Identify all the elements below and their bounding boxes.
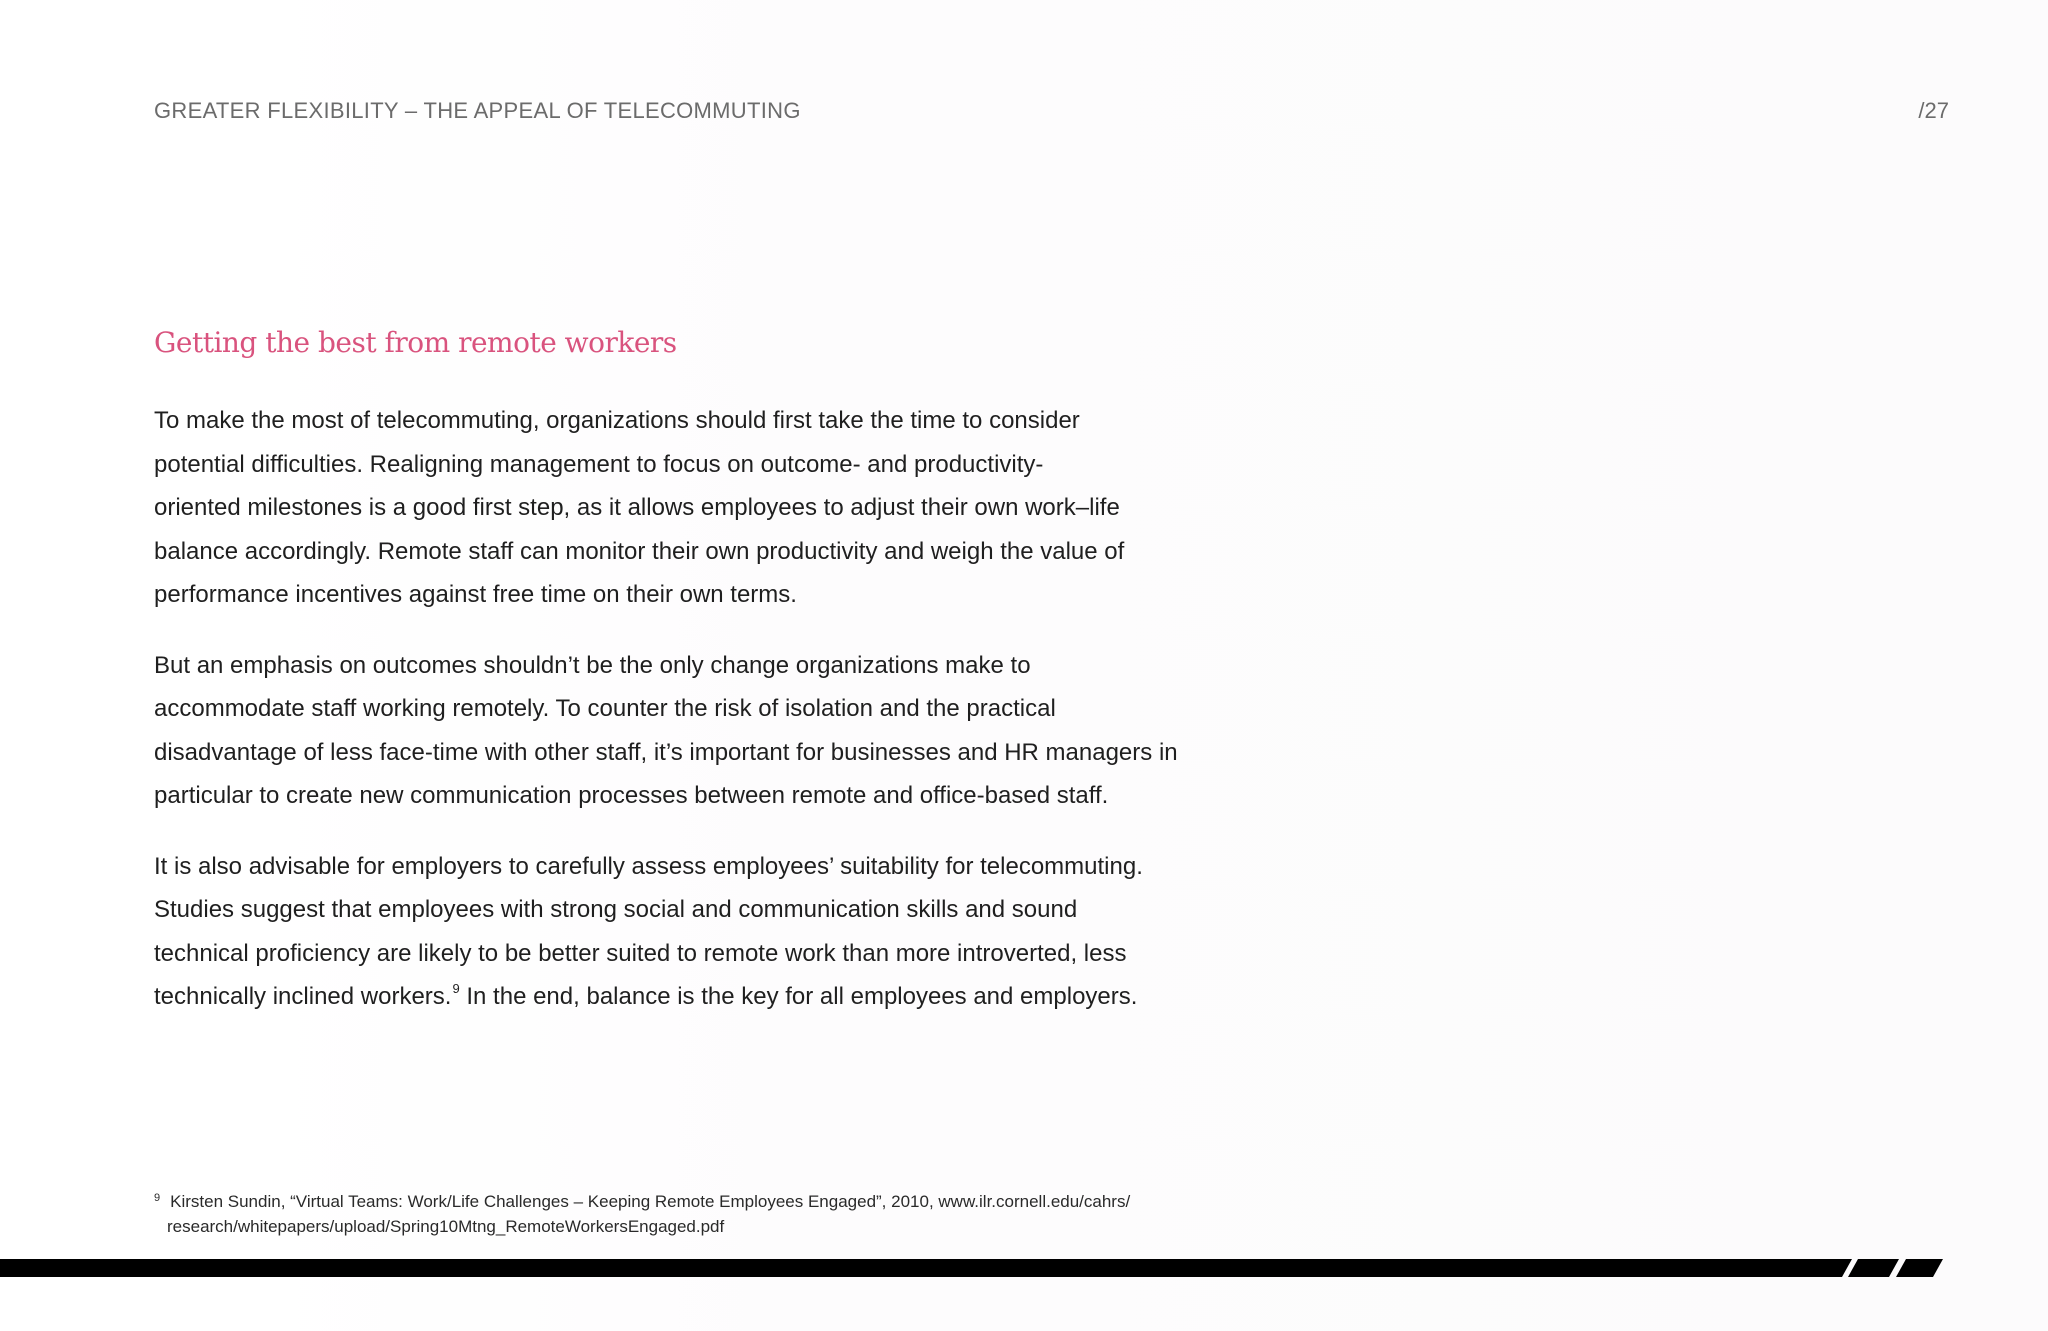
paragraph-line: particular to create new communication processes between remote and office-based staff. bbox=[154, 782, 1109, 809]
paragraph-line: technical proficiency are likely to be better suited to remote work than more introverted, less bbox=[154, 939, 1127, 967]
paragraph-line: oriented milestones is a good first step, as it allows employees to adjust their own work–life bbox=[154, 494, 1120, 521]
paragraph-line: balance accordingly. Remote staff can monitor their own productivity and weigh the value of bbox=[154, 537, 1125, 565]
body-text bbox=[154, 399, 1204, 1046]
footnote-number: 9 bbox=[154, 1192, 161, 1204]
paragraph-text: technically inclined workers. bbox=[154, 983, 452, 1010]
paragraph-text: In the end, balance is the key for all employees and employers. bbox=[459, 983, 1138, 1010]
paragraph-line-with-footnote bbox=[154, 975, 1204, 1019]
footer-bar-slash-1 bbox=[1848, 1259, 1899, 1277]
paragraph-3 bbox=[154, 845, 1204, 1019]
paragraph-2 bbox=[154, 644, 1204, 818]
footnote-text-continued: research/whitepapers/upload/Spring10Mtng_RemoteWorkersEngaged.pdf bbox=[167, 1217, 725, 1236]
footer-bar-slash-2 bbox=[1896, 1259, 1943, 1277]
paragraph-line: But an emphasis on outcomes shouldn’t be the only change organizations make to bbox=[154, 651, 1031, 679]
section-heading: Getting the best from remote workers bbox=[154, 326, 677, 359]
paragraph-line: performance incentives against free time on their own terms. bbox=[154, 581, 797, 608]
footnote-text: Kirsten Sundin, “Virtual Teams: Work/Life Challenges – Keeping Remote Employees Engaged”, 2010, www.ilr.cornell.edu/cahrs/ bbox=[170, 1192, 1131, 1211]
running-header: GREATER FLEXIBILITY – THE APPEAL OF TELECOMMUTING bbox=[154, 98, 801, 123]
footnote-reference[interactable]: 9 bbox=[452, 981, 460, 996]
paragraph-line: To make the most of telecommuting, organizations should first take the time to consider bbox=[154, 407, 1080, 434]
paragraph-line: potential difficulties. Realigning management to focus on outcome- and productivity- bbox=[154, 450, 1044, 478]
paragraph-line: It is also advisable for employers to carefully assess employees’ suitability for telecommuting. bbox=[154, 852, 1143, 880]
page-number: /27 bbox=[1918, 98, 1949, 123]
footer-bar bbox=[0, 1259, 2048, 1277]
paragraph-1 bbox=[154, 399, 1204, 617]
paragraph-line: Studies suggest that employees with strong social and communication skills and sound bbox=[154, 896, 1078, 923]
paragraph-line: disadvantage of less face-time with other staff, it’s important for businesses and HR managers in bbox=[154, 738, 1178, 766]
footnote bbox=[154, 1186, 1130, 1239]
paragraph-line: accommodate staff working remotely. To counter the risk of isolation and the practical bbox=[154, 695, 1056, 722]
footer-bar-main bbox=[0, 1259, 1852, 1277]
